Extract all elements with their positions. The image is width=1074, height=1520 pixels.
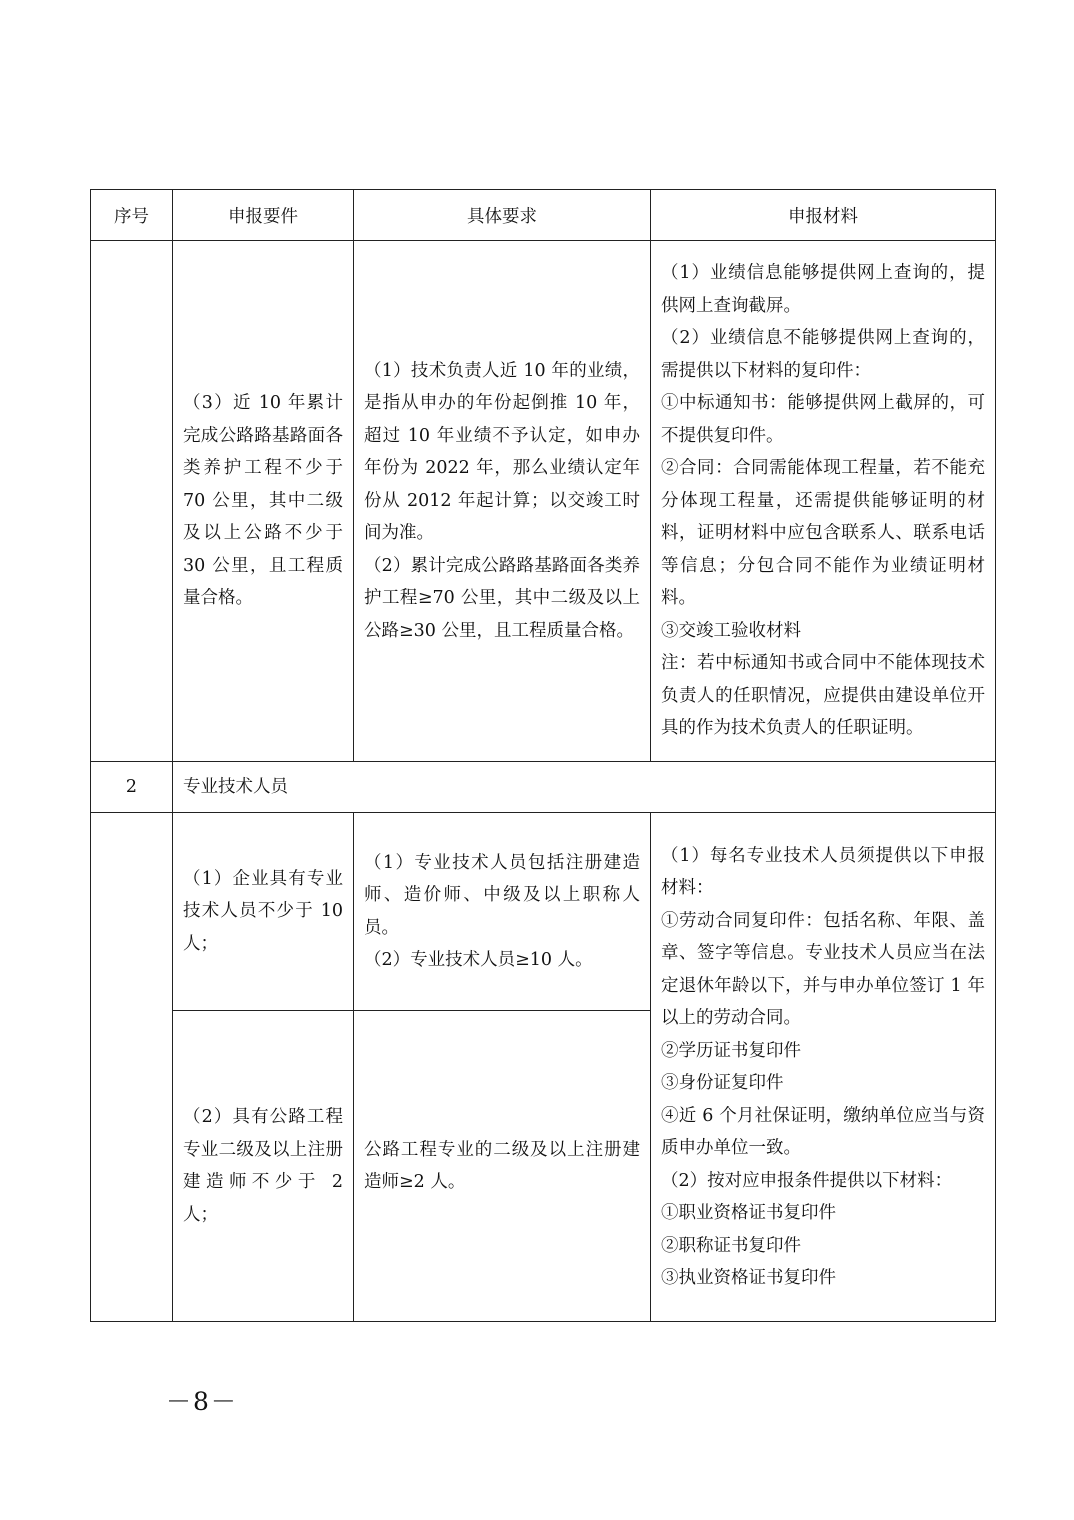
row1-materials: [651, 241, 996, 762]
row2-title: 专业技术人员: [173, 762, 996, 813]
row1-detail-2: （2）累计完成公路路基路面各类养护工程≥70 公里，其中二级及以上公路≥30 公里，且工程质量合格。: [364, 555, 640, 641]
row1-material-4: ②合同：合同需能体现工程量，若不能充分体现工程量，还需提供能够证明的材料，证明材料中应包含联系人、联系电话等信息；分包合同不能作为业绩证明材料。: [661, 458, 985, 609]
row3-requirement-b-text: （2）具有公路工程专业二级及以上注册建造师不少于 2 人；: [183, 1107, 343, 1225]
row3-material-8: ②职称证书复印件: [661, 1235, 801, 1256]
row1-no: [91, 241, 173, 762]
row3-requirement-a-text: （1）企业具有专业技术人员不少于 10 人；: [183, 868, 343, 954]
page-number: －8－: [166, 1387, 238, 1416]
row3-material-4: ③身份证复印件: [661, 1073, 784, 1093]
row1-material-5: ③交竣工验收材料: [661, 620, 801, 641]
table-row: [91, 813, 996, 1011]
row3-detail-b-text: 公路工程专业的二级及以上注册建造师≥2 人。: [364, 1139, 640, 1192]
row1-requirement: [173, 241, 354, 762]
row1-material-2: （2）业绩信息不能够提供网上查询的，需提供以下材料的复印件：: [661, 328, 985, 381]
requirements-table: [90, 189, 996, 1322]
row3-detail-a-2: （2）专业技术人员≥10 人。: [364, 950, 593, 970]
table-row: [91, 762, 996, 813]
row1-requirement-text: （3）近 10 年累计完成公路路基路面各类养护工程不少于 70 公里，其中二级及以上公路不少于 30 公里，且工程质量合格。: [183, 393, 343, 609]
header-no: 序号: [91, 190, 173, 241]
row3-detail-b: [354, 1011, 651, 1322]
row3-materials: [651, 813, 996, 1322]
row3-requirement-b: [173, 1011, 354, 1322]
table-header-row: [91, 190, 996, 241]
row3-material-1: （1）每名专业技术人员须提供以下申报材料：: [661, 845, 985, 898]
row1-material-1: （1）业绩信息能够提供网上查询的，提供网上查询截屏。: [661, 263, 985, 316]
row3-no: [91, 813, 173, 1322]
row1-detail-1: （1）技术负责人近 10 年的业绩，是指从申办的年份起倒推 10 年，超过 10 年业绩不予认定，如申办年份为 2022 年，那么业绩认定年份从 2012 年起计算；以交竣工时间为准。: [364, 360, 640, 544]
row1-material-3: ①中标通知书：能够提供网上截屏的，可不提供复印件。: [661, 393, 985, 446]
row3-material-2: ①劳动合同复印件：包括名称、年限、盖章、签字等信息。专业技术人员应当在法定退休年龄以下，并与申办单位签订 1 年以上的劳动合同。: [661, 910, 985, 1028]
row3-detail-a-1: （1）专业技术人员包括注册建造师、造价师、中级及以上职称人员。: [364, 852, 640, 938]
table-row: [91, 241, 996, 762]
row3-material-7: ①职业资格证书复印件: [661, 1203, 836, 1223]
row3-material-5: ④近 6 个月社保证明，缴纳单位应当与资质申办单位一致。: [661, 1105, 985, 1158]
row3-material-3: ②学历证书复印件: [661, 1040, 801, 1061]
row3-requirement-a: [173, 813, 354, 1011]
row3-material-6: （2）按对应申报条件提供以下材料：: [661, 1170, 953, 1191]
row2-no: 2: [91, 762, 173, 813]
row1-material-6: 注：若中标通知书或合同中不能体现技术负责人的任职情况，应提供由建设单位开具的作为技术负责人的任职证明。: [661, 653, 985, 739]
header-requirement: 申报要件: [173, 190, 354, 241]
header-materials: 申报材料: [651, 190, 996, 241]
row3-material-9: ③执业资格证书复印件: [661, 1268, 836, 1288]
header-detail: 具体要求: [354, 190, 651, 241]
row3-detail-a: [354, 813, 651, 1011]
row1-detail: [354, 241, 651, 762]
